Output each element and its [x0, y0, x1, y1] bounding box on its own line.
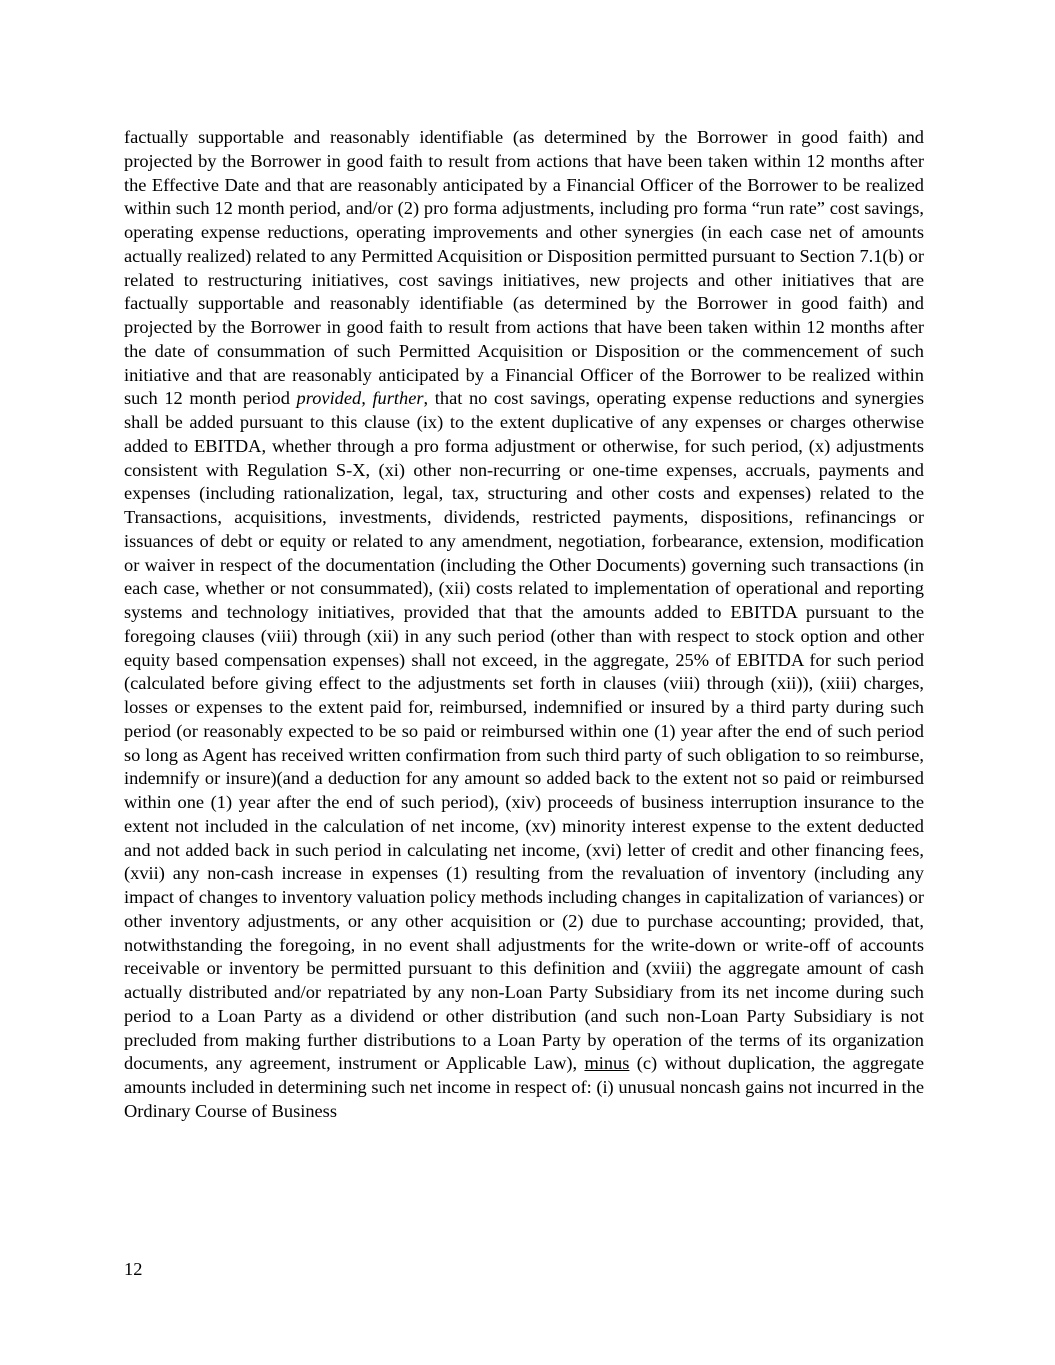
underlined-word-minus: minus — [584, 1053, 630, 1074]
italic-phrase-provided-further: provided, further — [296, 388, 424, 409]
body-paragraph — [124, 126, 924, 1124]
paragraph-text-part-3: (c) without duplication, the aggregate amounts included in determining such net income in respect of: (i) unusual noncash gains not incurred in the Ordinary Course of Business — [124, 1053, 924, 1121]
paragraph-text-part-2: , that no cost savings, operating expense reductions and synergies shall be added pursuant to this clause (ix) to the extent duplicative of any expenses or charges otherwise added to EBITDA, whether through a pro forma adjustment or otherwise, for such period, (x) adjustments consistent with Regulation S-X, (xi) other non-recurring or one-time expenses, accruals, payments and expenses (including rationalization, legal, tax, structuring and other costs and expenses) related to the Transactions, acquisitions, investments, dividends, restricted payments, dispositions, refinancings or issuances of debt or equity or related to any amendment, negotiation, forbearance, extension, modification or waiver in respect of the documentation (including the Other Documents) governing such transactions (in each case, whether or not consummated), (xii) costs related to implementation of operational and reporting systems and technology initiatives, provided that that the amounts added to EBITDA pursuant to the foregoing clauses (viii) through (xii) in any such period (other than with respect to stock option and other equity based compensation expenses) shall not exceed, in the aggregate, 25% of EBITDA for such period (calculated before giving effect to the adjustments set forth in clauses (viii) through (xii)), (xiii) charges, losses or expenses to the extent paid for, reimbursed, indemnified or insured by a third party during such period (or reasonably expected to be so paid or reimbursed within one (1) year after the end of such period so long as Agent has received written confirmation from such third party of such obligation to so reimburse, indemnify or insure)(and a deduction for any amount so added back to the extent not so paid or reimbursed within one (1) year after the end of such period), (xiv) proceeds of business interruption insurance to the extent not included in the calculation of net income, (xv) minority interest expense to the extent deducted and not added back in such period in calculating net income, (xvi) letter of credit and other financing fees, (xvii) any non-cash increase in expenses (1) resulting from the revaluation of inventory (including any impact of changes to inventory valuation policy methods including changes in capitalization of variances) or other inventory adjustments, or any other acquisition or (2) due to purchase accounting; provided, that, notwithstanding the foregoing, in no event shall adjustments for the write-down or write-off of accounts receivable or inventory be permitted pursuant to this definition and (xviii) the aggregate amount of cash actually distributed and/or repatriated by any non-Loan Party Subsidiary from its net income during such period to a Loan Party as a dividend or other distribution (and such non-Loan Party Subsidiary is not precluded from making further distributions to a Loan Party by operation of the terms of its organization documents, any agreement, instrument or Applicable Law), — [124, 388, 924, 1074]
paragraph-text-part-1: factually supportable and reasonably identifiable (as determined by the Borrower in good faith) and projected by the Borrower in good faith to result from actions that have been taken within 12 months after the Effective Date and that are reasonably anticipated by a Financial Officer of the Borrower to be realized within such 12 month period, and/or (2) pro forma adjustments, including pro forma “run rate” cost savings, operating expense reductions, operating improvements and other synergies (in each case net of amounts actually realized) related to any Permitted Acquisition or Disposition permitted pursuant to Section 7.1(b) or related to restructuring initiatives, cost savings initiatives, new projects and other initiatives that are factually supportable and reasonably identifiable (as determined by the Borrower in good faith) and projected by the Borrower in good faith to result from actions that have been taken within 12 months after the date of consummation of such Permitted Acquisition or Disposition or the commencement of such initiative and that are reasonably anticipated by a Financial Officer of the Borrower to be realized within such 12 month period — [124, 127, 924, 409]
page-number: 12 — [124, 1259, 143, 1279]
